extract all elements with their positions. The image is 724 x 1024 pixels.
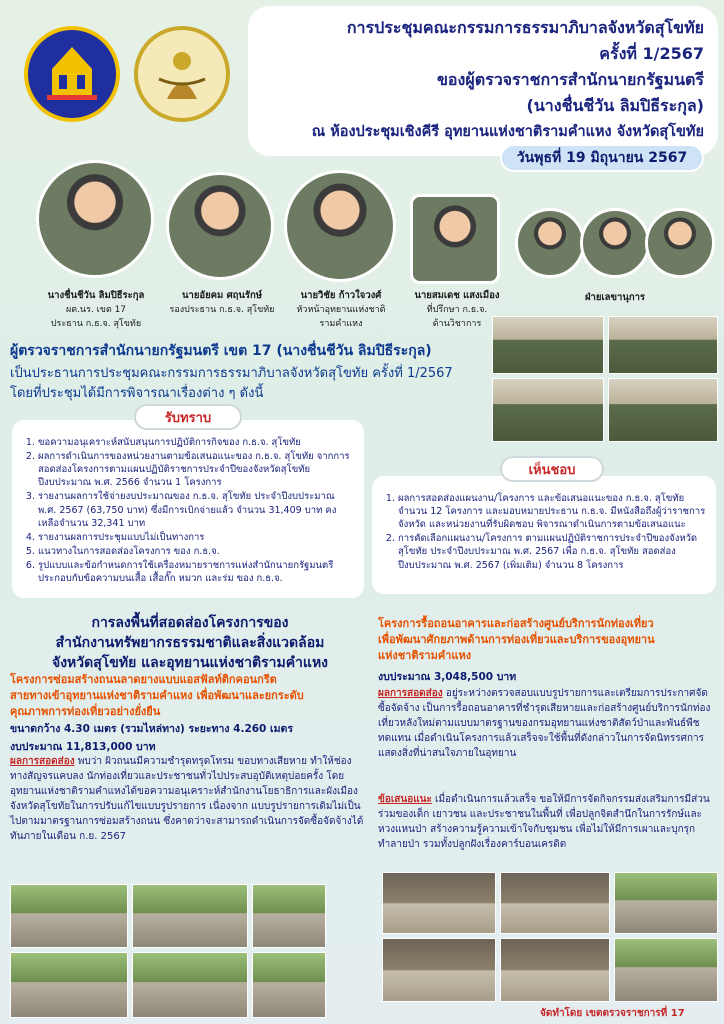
- acknowledge-item: 5. แนวทางในการสอดส่องโครงการ ของ ก.ธ.จ.: [38, 545, 354, 558]
- person-position: ผต.นร. เขต 17: [65, 305, 127, 315]
- center-project-line-3: แห่งชาติรามคำแหง: [378, 649, 472, 662]
- road-site-photo: [252, 884, 326, 948]
- road-site-photo: [132, 952, 248, 1018]
- acknowledge-item: 1. ขอความอนุเคราะห์สนับสนุนการปฏิบัติการกิจของ ก.ธ.จ. สุโขทัย: [38, 436, 354, 449]
- center-result-label: ผลการสอดส่อง: [378, 688, 443, 699]
- road-site-photo: [252, 952, 326, 1018]
- intro-line-3: โดยที่ประชุมได้มีการพิจารณาเรื่องต่าง ๆ ดังนี้: [10, 386, 264, 401]
- road-site-photo: [132, 884, 248, 948]
- portrait-advisor: [410, 194, 500, 284]
- prime-minister-office-seal: [134, 26, 230, 122]
- person-position: รองประธาน ก.ธ.จ. สุโขทัย: [169, 305, 275, 315]
- center-suggestion: [378, 792, 716, 852]
- road-size: ขนาดกว้าง 4.30 เมตร (รวมไหล่ทาง) ระยะทาง 4.260 เมตร: [10, 723, 293, 735]
- header-line-1: การประชุมคณะกรรมการธรรมาภิบาลจังหวัดสุโขทัย: [346, 18, 704, 37]
- person-position: หัวหน้าอุทยานแห่งชาติ: [296, 305, 386, 315]
- road-project-line-3: คุณภาพการท่องเที่ยวอย่างยั่งยืน: [10, 705, 161, 718]
- meeting-photo: [492, 316, 604, 374]
- person-position: ด้านวิชาการ: [432, 319, 482, 329]
- center-suggest-text: เมื่อดำเนินการแล้วเสร็จ ขอให้มีการจัดกิจกรรมส่งเสริมการมีส่วนร่วมของเด็ก เยาวชน และประชาชนในพื้นที่ เพื่อปลูกจิตสำนึกในการรักษ์และหวงแหนป่า สร้างความรู้ความเข้าใจกับชุมชน เพื่อไม่ให้มีการเผาและบุกรุกทำลายป่า รวมทั้งปลูกฝังเรื่องคาร์บอนเครดิต: [378, 794, 710, 850]
- person-position: ที่ปรึกษา ก.ธ.จ.: [426, 305, 488, 315]
- portrait-secretary-2: [580, 208, 650, 278]
- portrait-chairperson: [36, 160, 154, 278]
- center-budget: งบประมาณ 3,048,500 บาท: [378, 671, 517, 683]
- portrait-vice-chair: [166, 172, 274, 280]
- acknowledge-item: 3. รายงานผลการใช้จ่ายงบประมาณของ ก.ธ.จ. สุโขทัย ประจำปีงบประมาณ พ.ศ. 2567 (63,750 บาท) ซึ่งมีการเบิกจ่ายแล้ว จำนวน 31,409 บาท คงเหลือจำนวน 32,341 บาท: [38, 490, 354, 529]
- center-result: [378, 686, 716, 761]
- approve-item: 2. การคัดเลือกแผนงาน/โครงการ ตามแผนปฏิบัติราชการประจำปีของจังหวัดสุโขทัย ประจำปีงบประมาณ พ.ศ. 2567 เพื่อ ก.ธ.จ. สุโขทัย สอดส่อง ปีงบประมาณ พ.ศ. 2567 (เพิ่มเติม) จำนวน 8 โครงการ: [398, 532, 706, 571]
- left-section-title-3: จังหวัดสุโขทัย และอุทยานแห่งชาติรามคำแหง: [51, 655, 329, 671]
- header-line-5: ณ ห้องประชุมเชิงคีรี อุทยานแห่งชาติรามคำแหง จังหวัดสุโขทัย: [311, 124, 704, 140]
- approve-item: 1. ผลการสอดส่องแผนงาน/โครงการ และข้อเสนอแนะของ ก.ธ.จ. สุโขทัย จำนวน 12 โครงการ และมอบหมายประธาน ก.ธ.จ. มีหนังสือถึงผู้ว่าราชการจังหวัด และหน่วยงานที่รับผิดชอบ พิจารณาดำเนินการตามข้อเสนอแนะ: [398, 492, 706, 531]
- building-photo: [614, 938, 718, 1002]
- sukhothai-governance-logo: [24, 26, 120, 122]
- acknowledge-item: 4. รายงานผลการประชุมแบบไม่เป็นทางการ: [38, 531, 354, 544]
- building-photo: [500, 938, 610, 1002]
- portrait-secretary-1: [515, 208, 585, 278]
- header-line-3: ของผู้ตรวจราชการสำนักนายกรัฐมนตรี: [436, 70, 704, 89]
- portrait-park-chief: [284, 170, 396, 282]
- road-project-line-1: โครงการซ่อมสร้างถนนลาดยางแบบแอสฟัลท์ติกคอนกรีต: [10, 673, 277, 686]
- left-section-title-1: การลงพื้นที่สอดส่องโครงการของ: [91, 615, 289, 631]
- meeting-date: วันพุธที่ 19 มิถุนายน 2567: [500, 144, 704, 172]
- building-photo: [614, 872, 718, 934]
- center-result-text: อยู่ระหว่างตรวจสอบแบบรูปรายการและเตรียมการประกาศจัดซื้อจัดจ้าง เป็นการรื้อถอนอาคารที่ชำรุดเสียหายและก่อสร้างศูนย์บริการนักท่องเที่ยวหลังใหม่ตามแบบมาตรฐานของกรมอุทยานแห่งชาติสัตว์ป่าและพันธ์พืช ทดแทน เมื่อดำเนินโครงการแล้วเสร็จจะใช้พื้นที่ดังกล่าวในการจัดนิทรรศการแสดงสิ่งที่น่าสนใจภายในอุทยาน: [378, 688, 711, 759]
- portrait-secretary-3: [645, 208, 715, 278]
- header-line-2: ครั้งที่ 1/2567: [599, 44, 704, 63]
- person-name: นางชื่นชีวัน ลิมปิธีระกุล: [47, 290, 145, 301]
- meeting-photo: [492, 378, 604, 442]
- meeting-photo: [608, 316, 718, 374]
- building-photo: [500, 872, 610, 934]
- road-site-photo: [10, 884, 128, 948]
- meeting-photo: [608, 378, 718, 442]
- person-position: รามคำแหง: [319, 319, 363, 329]
- road-site-photo: [10, 952, 128, 1018]
- intro-line-2: เป็นประธานการประชุมคณะกรรมการธรรมาภิบาลจังหวัดสุโขทัย ครั้งที่ 1/2567: [10, 366, 453, 381]
- building-photo: [382, 872, 496, 934]
- road-result: [10, 754, 368, 844]
- center-suggest-label: ข้อเสนอแนะ: [378, 794, 432, 805]
- left-section-title-2: สำนักงานทรัพยากรธรรมชาติและสิ่งแวดล้อม: [55, 635, 325, 651]
- acknowledge-tag: รับทราบ: [134, 404, 242, 430]
- center-project-line-2: เพื่อพัฒนาศักยภาพด้านการท่องเที่ยวและบริการของอุทยาน: [378, 633, 655, 646]
- intro-line-1: ผู้ตรวจราชการสำนักนายกรัฐมนตรี เขต 17 (นางชื่นชีวัน ลิมปิธีระกุล): [10, 343, 432, 359]
- person-position: ประธาน ก.ธ.จ. สุโขทัย: [50, 319, 142, 329]
- acknowledge-box: [12, 420, 364, 598]
- header-title-box: [248, 6, 718, 156]
- building-photo: [382, 938, 496, 1002]
- approve-tag: เห็นชอบ: [500, 456, 604, 482]
- footer-credit: จัดทำโดย เขตตรวจราชการที่ 17: [540, 1008, 685, 1019]
- road-result-label: ผลการสอดส่อง: [10, 756, 75, 767]
- secretariat-label: ฝ่ายเลขานุการ: [584, 292, 646, 303]
- header-line-4: (นางชื่นชีวัน ลิมปิธีระกุล): [526, 96, 704, 115]
- road-project-line-2: สายทางเข้าอุทยานแห่งชาติรามคำแหง เพื่อพัฒนาและยกระดับ: [10, 689, 304, 702]
- person-name: นายสมเดช แสงเมือง: [414, 290, 500, 301]
- acknowledge-item: 2. ผลการดำเนินการของหน่วยงานตามข้อเสนอแนะของ ก.ธ.จ. สุโขทัย จากการสอดส่องโครงการตามแผนปฏิบัติราชการประจำปีของจังหวัดสุโขทัย ปีงบประมาณ พ.ศ. 2566 จำนวน 1 โครงการ: [38, 450, 354, 489]
- center-project-line-1: โครงการรื้อถอนอาคารและก่อสร้างศูนย์บริการนักท่องเที่ยว: [378, 617, 654, 630]
- approve-box: [372, 476, 716, 594]
- road-budget: งบประมาณ 11,813,000 บาท: [10, 741, 156, 753]
- acknowledge-item: 6. รูปแบบและข้อกำหนดการใช้เครื่องหมายราชการแห่งสำนักนายกรัฐมนตรี ประกอบกับข้อความบนเสื้อ เสื้อกั๊ก หมวก และร่ม ของ ก.ธ.จ.: [38, 559, 354, 585]
- person-name: นายวิชัย ก้าวใจวงศ์: [300, 290, 382, 301]
- person-name: นายอัยคม ศฤนรักษ์: [182, 290, 262, 301]
- road-result-text: พบว่า ผิวถนนมีความชำรุดทรุดโทรม ขอบทางเสียหาย ทำให้ช่องทางสัญจรแคบลง นักท่องเที่ยวและประชาชนทั่วไปประสบอุบัติเหตุบ่อยครั้ง โดยอุทยานแห่งชาติรามคำแหงได้ขอความอนุเคราะห์สำนักงานโยธาธิการและผังเมืองจังหวัดสุโขทัยในการปรับแก้ไขแบบรูปรายการ เนื่องจาก แบบรูปรายการเดิมไม่เป็นไปตามมาตรฐานการซ่อมสร้างถนน ซึ่งคาดว่าจะสามารถดำเนินการจัดซื้อจัดจ้างได้ทันภายในเดือน ก.ย. 2567: [10, 756, 364, 842]
